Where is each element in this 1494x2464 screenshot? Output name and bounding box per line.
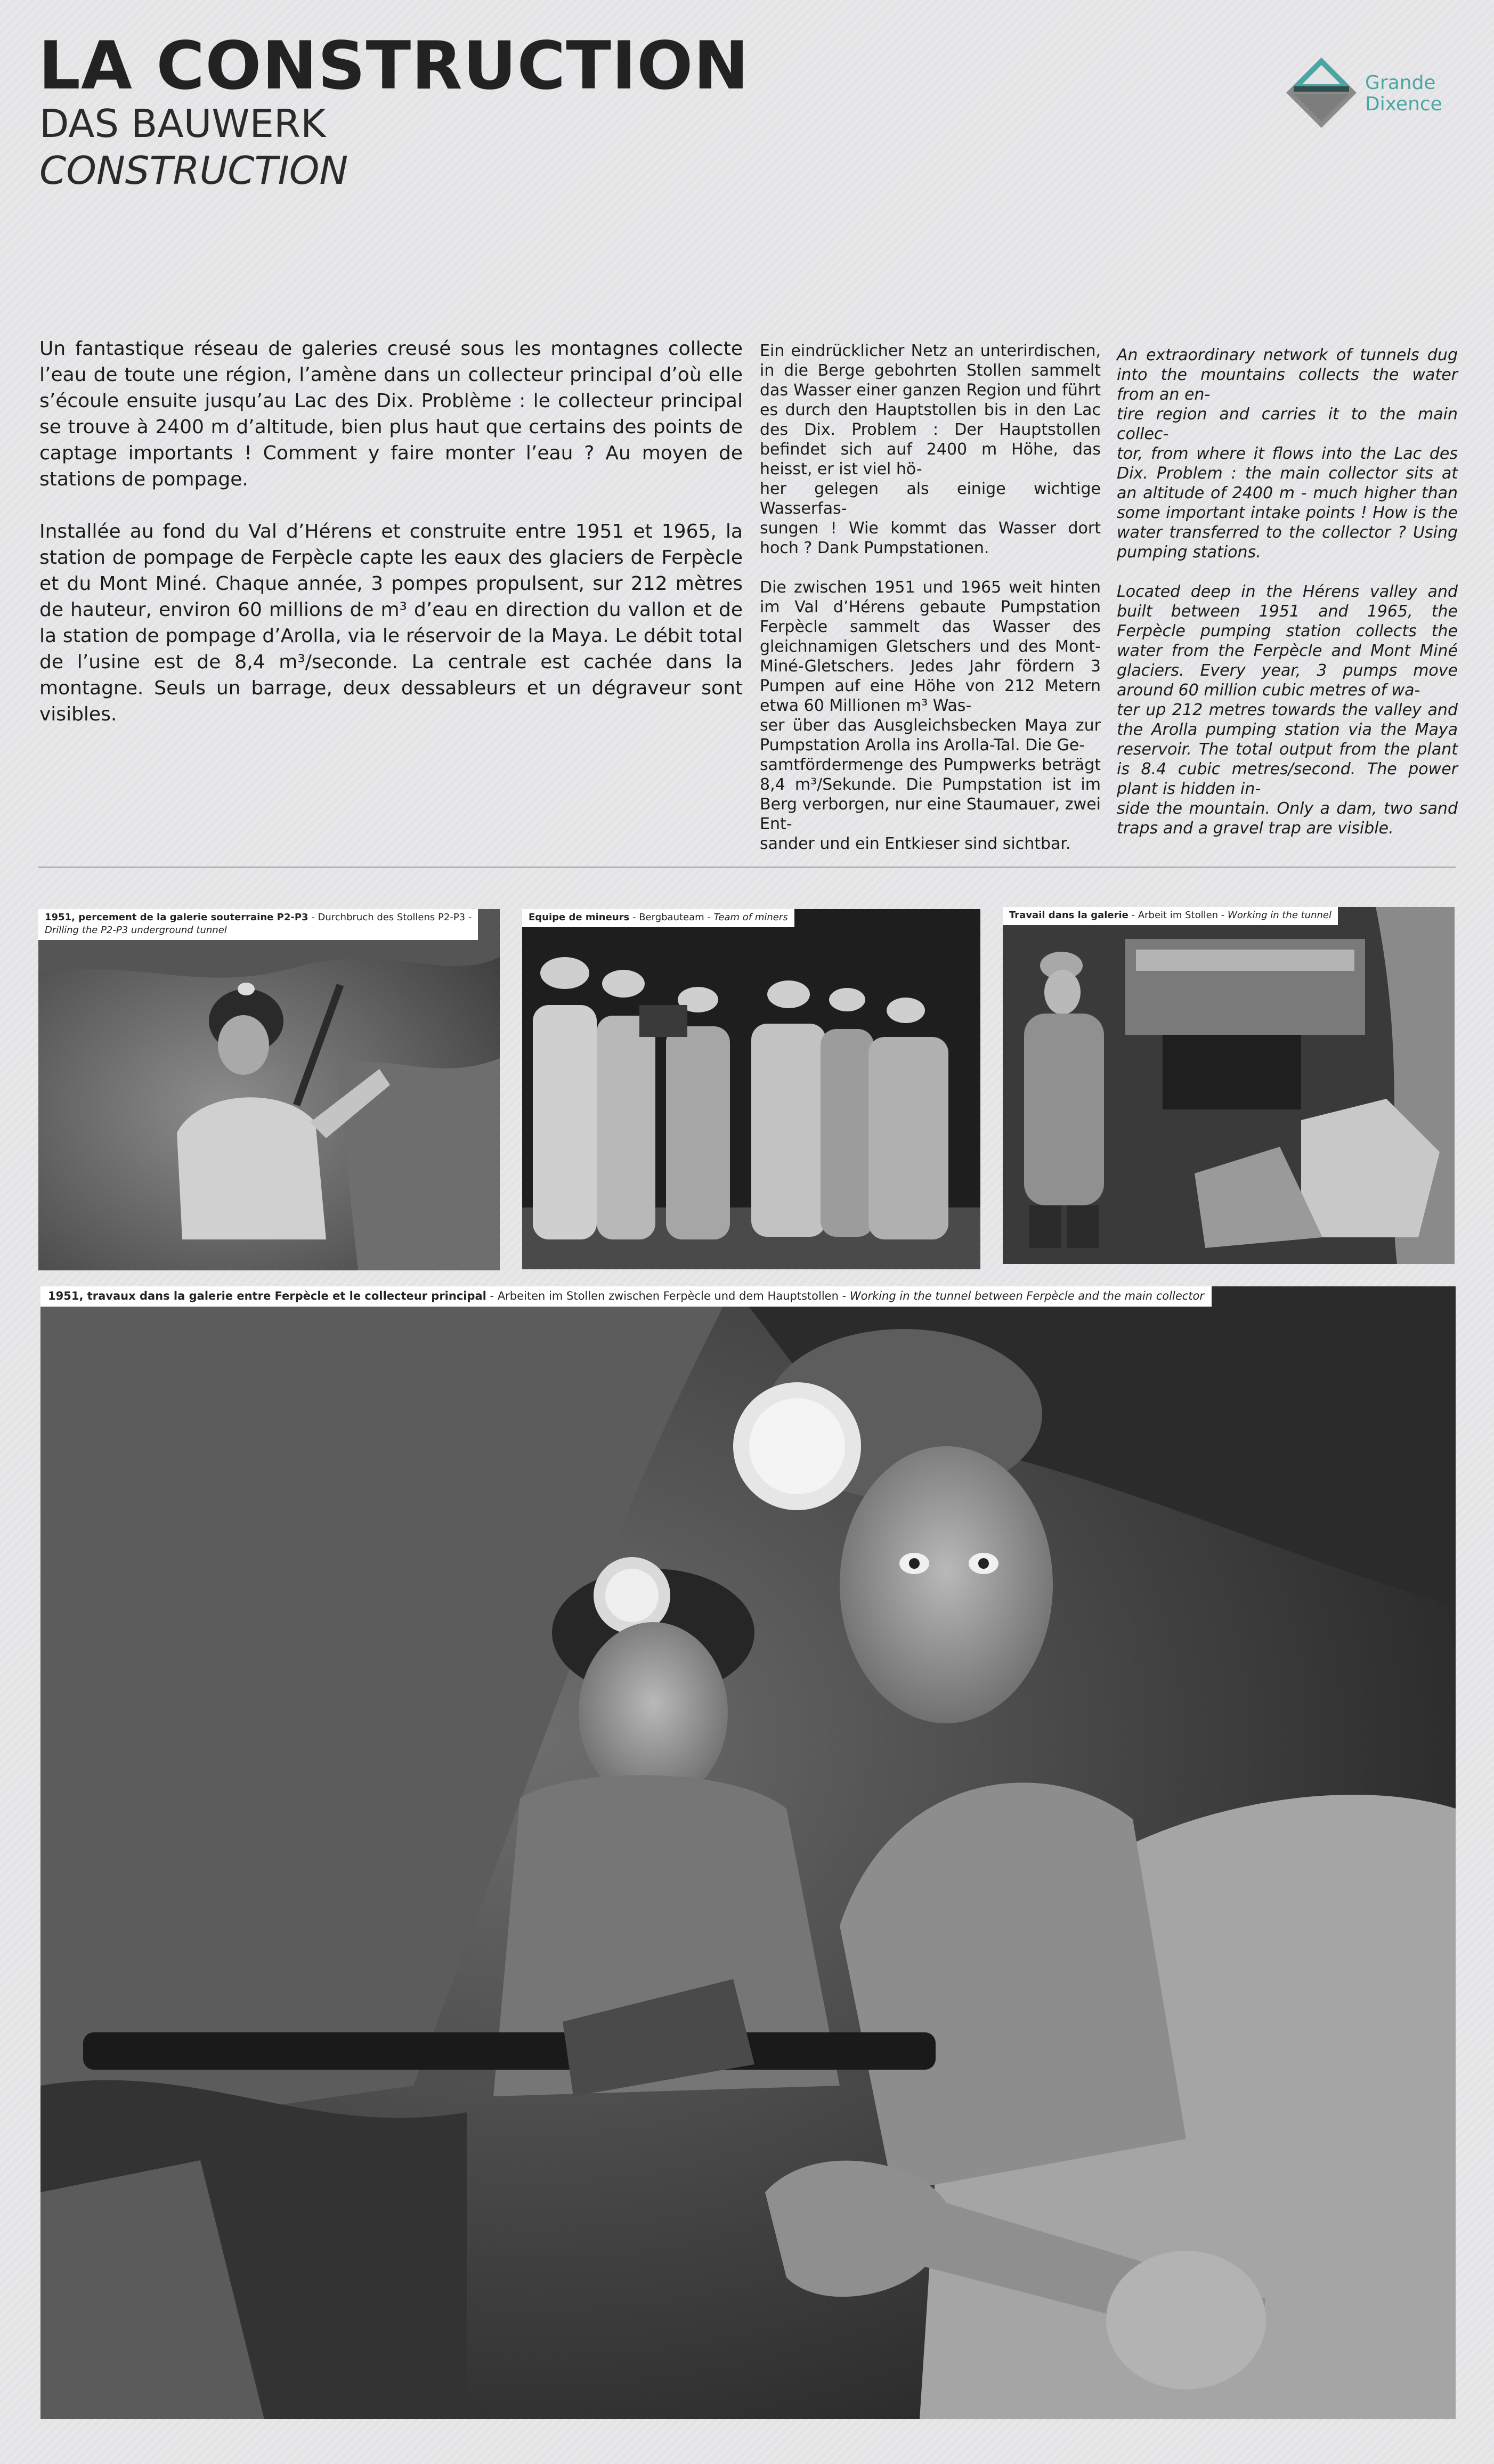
photo-4-caption-de: Arbeiten im Stollen zwischen Ferpècle und dem Hauptstollen: [497, 1290, 839, 1302]
photo-team-of-miners: [522, 909, 980, 1269]
photo-two-miners-image: [40, 1286, 1456, 2419]
photo-drilling-image: [38, 909, 500, 1270]
photo-2-caption-fr: Equipe de mineurs: [529, 912, 630, 923]
photo-1-caption-en: Drilling the P2-P3 underground tunnel: [45, 925, 227, 936]
paragraph-de-1: Ein eindrücklicher Netz an unterirdischen, in die Berge gebohrten Stollen sammelt das Wasser einer ganzen Region und führt es durch den Hauptstollen bis in den Lac des Dix. Problem : Der Hauptstollen befindet sich auf 2400 m Höhe, das heisst, er ist viel hö- her gelegen als einige wichtige Wasserfas- sungen ! Wie kommt das Wasser dort hoch ? Dank Pumpstationen.: [760, 342, 1101, 557]
photo-tunnel-ferpecle: [40, 1286, 1456, 2419]
photo-4-caption-en: Working in the tunnel between Ferpècle and the main collector: [849, 1290, 1205, 1302]
photo-team-image: [522, 909, 980, 1269]
caption-separator: -: [704, 912, 714, 923]
mountain-diamond-icon: [1284, 55, 1359, 130]
title-english: CONSTRUCTION: [39, 148, 348, 193]
logo-line-1: Grande: [1365, 72, 1436, 94]
photo-work-in-tunnel: [1003, 907, 1455, 1264]
photo-3-caption: [1003, 907, 1338, 925]
text-column-german: [760, 341, 1101, 873]
caption-separator: -: [1218, 910, 1228, 921]
paragraph-en-2: Located deep in the Hérens valley and built between 1951 and 1965, the Ferpècle pumping station collects the water from the Ferpècle and Mont Miné glaciers. Every year, 3 pumps move around 60 million cubic metres of wa- ter up 212 metres towards the valley and the Arolla pumping station via the Maya reservoir. The total output from the plant is 8.4 cubic metres/second. The power plant is hidden in- side the mountain. Only a dam, two sand traps and a gravel trap are visible.: [1117, 582, 1458, 838]
caption-separator: -: [1128, 910, 1138, 921]
photo-3-caption-fr: Travail dans la galerie: [1009, 910, 1128, 921]
photo-3-caption-en: Working in the tunnel: [1228, 910, 1331, 921]
photo-2-caption: [522, 909, 794, 927]
grande-dixence-logo: [1284, 55, 1455, 135]
paragraph-fr-2: Installée au fond du Val d’Hérens et construite entre 1951 et 1965, la station de pompage de Ferpècle capte les eaux des glaciers de Ferpècle et du Mont Miné. Chaque année, 3 pompes propulsent, sur 212 mètres de hauteur, environ 60 millions de m³ d’eau en direction du vallon et de la station de pompage d’Arolla, via le réservoir de la Maya. Le débit total de l’usine est de 8,4 m³/seconde. La centrale est cachée dans la montagne. Seuls un barrage, deux dessableurs et un dégraveur sont visibles.: [39, 521, 743, 725]
photo-1-caption-fr: 1951, percement de la galerie souterraine P2-P3: [45, 912, 308, 923]
photo-4-caption: [40, 1286, 1212, 1307]
text-column-french: [39, 336, 743, 753]
photo-4-caption-fr: 1951, travaux dans la galerie entre Ferpècle et le collecteur principal: [48, 1290, 486, 1302]
logo-wordmark: [1365, 72, 1442, 115]
text-column-english: [1117, 345, 1458, 858]
caption-separator: -: [838, 1290, 850, 1302]
caption-separator: -: [629, 912, 639, 923]
paragraph-fr-1: Un fantastique réseau de galeries creusé sous les montagnes collecte l’eau de toute une région, l’amène dans un collecteur principal d’où elle s’écoule ensuite jusqu’au Lac des Dix. Problème : le collecteur principal se trouve à 2400 m d’altitude, bien plus haut que certains des points de captage importants ! Comment y faire monter l’eau ? Au moyen de stations de pompage.: [39, 338, 743, 490]
caption-separator: -: [308, 912, 318, 923]
logo-line-2: Dixence: [1365, 93, 1442, 115]
title-german: DAS BAUWERK: [39, 101, 326, 146]
section-divider: [38, 866, 1456, 868]
paragraph-en-1: An extraordinary network of tunnels dug into the mountains collects the water from an en- tire region and carries it to the main collec- tor, from where it flows into the Lac des Dix. Problem : the main collector sits at an altitude of 2400 m - much higher than some important intake points ! How is the water transferred to the collector ? Using pumping stations.: [1117, 346, 1458, 562]
photo-1-caption: [38, 909, 478, 940]
photo-1-caption-de: Durchbruch des Stollens P2-P3: [318, 912, 466, 923]
paragraph-de-2: Die zwischen 1951 und 1965 weit hinten im Val d’Hérens gebaute Pumpstation Ferpècle sammelt das Wasser des gleichnamigen Gletschers und des Mont-Miné-Gletschers. Jedes Jahr fördern 3 Pumpen auf eine Höhe von 212 Metern etwa 60 Millionen m³ Was- ser über das Ausgleichsbecken Maya zur Pumpstation Arolla ins Arolla-Tal. Die Ge- samtfördermenge des Pumpwerks beträgt 8,4 m³/Sekunde. Die Pumpstation ist im Berg verborgen, nur eine Staumauer, zwei Ent- sander und ein Entkieser sind sichtbar.: [760, 578, 1101, 853]
photo-3-caption-de: Arbeit im Stollen: [1138, 910, 1219, 921]
photo-drilling-tunnel: [38, 909, 500, 1270]
title-french: LA CONSTRUCTION: [38, 28, 750, 104]
caption-separator: -: [465, 912, 472, 923]
photo-2-caption-en: Team of miners: [713, 912, 788, 923]
photo-work-image: [1003, 907, 1455, 1264]
photo-2-caption-de: Bergbauteam: [639, 912, 704, 923]
caption-separator: -: [486, 1290, 498, 1302]
